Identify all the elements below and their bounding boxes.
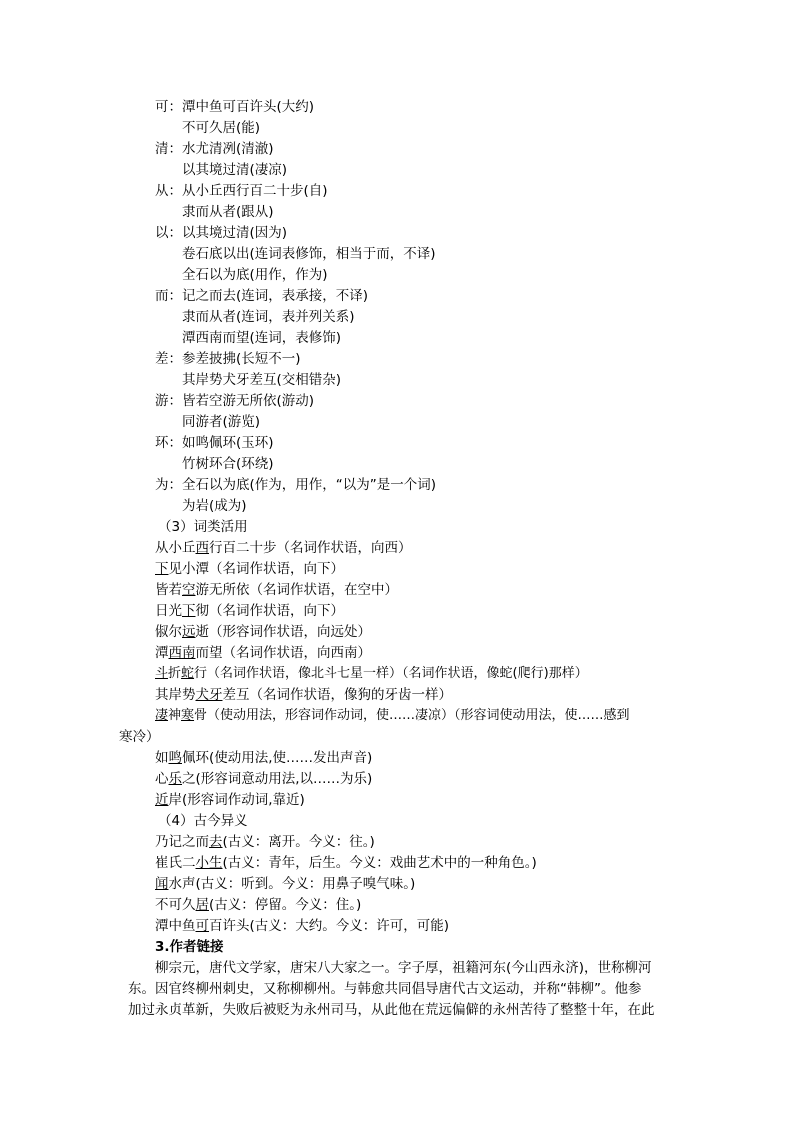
word-entry: 而：记之而去(连词，表承接，不译) [155, 288, 369, 304]
word-entry-row: 竹树环合(环绕) [182, 456, 274, 472]
word-entry: 以：以其境过清(因为) [155, 225, 288, 241]
usage-item: 凄神寒骨（使动用法，形容词作动词，使……凄凉）（形容词使动用法，使……感到 [155, 708, 630, 723]
word-entry: 可：潭中鱼可百许头(大约) [155, 99, 315, 115]
word-entry: 从：从小丘西行百二十步(自) [155, 183, 328, 199]
word-entry: 为：全石以为底(作为，用作，“以为”是一个词) [155, 477, 437, 493]
word-entry-row: 以其境过清(凄凉) [182, 162, 288, 178]
author-paragraph-line: 柳宗元，唐代文学家，唐宋八大家之一。字子厚，祖籍河东(今山西永济)，世称柳河 [155, 960, 652, 976]
usage-item: 其岸势犬牙差互（名词作状语，像狗的牙齿一样） [155, 687, 452, 703]
meaning-item: 不可久居(古义：停留。今义：住。) [155, 897, 362, 913]
word-entry-row: 隶而从者(跟从) [182, 204, 274, 220]
author-paragraph-line: 东。因官终柳州刺史，又称柳柳州。与韩愈共同倡导唐代古文运动，并称“韩柳”。他参 [128, 981, 642, 997]
usage-item: 日光下彻（名词作状语，向下） [155, 603, 344, 619]
usage-item: 从小丘西行百二十步（名词作状语，向西） [155, 540, 412, 556]
meaning-item: 崔氏二小生(古义：青年，后生。今义：戏曲艺术中的一种角色。) [155, 855, 537, 871]
usage-item: 如鸣佩环(使动用法,使……发出声音) [155, 750, 373, 766]
usage-item: 下见小潭（名词作状语，向下） [155, 561, 344, 577]
word-entry-row: 潭西南而望(连词，表修饰) [182, 330, 342, 346]
usage-item: 俶尔远逝（形容词作状语，向远处） [155, 624, 371, 640]
word-entry: 差：参差披拂(长短不一) [155, 351, 301, 367]
word-entry: 环：如鸣佩环(玉环) [155, 435, 274, 451]
meaning-item: 潭中鱼可百许头(古义：大约。今义：许可，可能) [155, 918, 450, 934]
usage-item: 潭西南而望（名词作状语，向西南） [155, 645, 371, 661]
word-entry-row: 不可久居(能) [182, 120, 261, 136]
meaning-item: 乃记之而去(古义：离开。今义：往。) [155, 834, 375, 850]
word-entry-row: 为岩(成为) [182, 498, 247, 514]
author-paragraph-line: 加过永贞革新，失败后被贬为永州司马，从此他在荒远偏僻的永州苦待了整整十年，在此 [128, 1002, 655, 1018]
usage-item: 皆若空游无所依（名词作状语，在空中） [155, 582, 398, 598]
word-entry: 游：皆若空游无所依(游动) [155, 393, 315, 409]
word-entry-row: 同游者(游览) [182, 414, 261, 430]
word-entry-row: 卷石底以出(连词表修饰，相当于而，不译) [182, 246, 436, 262]
section-heading: （4）古今异义 [158, 813, 248, 829]
usage-item-wrap: 寒冷） [119, 729, 160, 745]
meaning-item: 闻水声(古义：听到。今义：用鼻子嗅气味。) [155, 876, 416, 892]
word-entry-row: 其岸势犬牙差互(交相错杂) [182, 372, 342, 388]
usage-item: 斗折蛇行（名词作状语，像北斗七星一样）（名词作状语，像蛇(爬行)那样） [155, 666, 588, 681]
usage-item: 近岸(形容词作动词,靠近) [155, 792, 305, 808]
word-entry-row: 全石以为底(用作，作为) [182, 267, 328, 283]
word-entry-row: 隶而从者(连词，表并列关系) [182, 309, 355, 325]
word-entry: 清：水尤清冽(清澈) [155, 141, 274, 157]
section-heading: （3）词类活用 [158, 519, 248, 535]
usage-item: 心乐之(形容词意动用法,以……为乐) [155, 771, 373, 787]
author-heading: 3.作者链接 [155, 939, 224, 955]
